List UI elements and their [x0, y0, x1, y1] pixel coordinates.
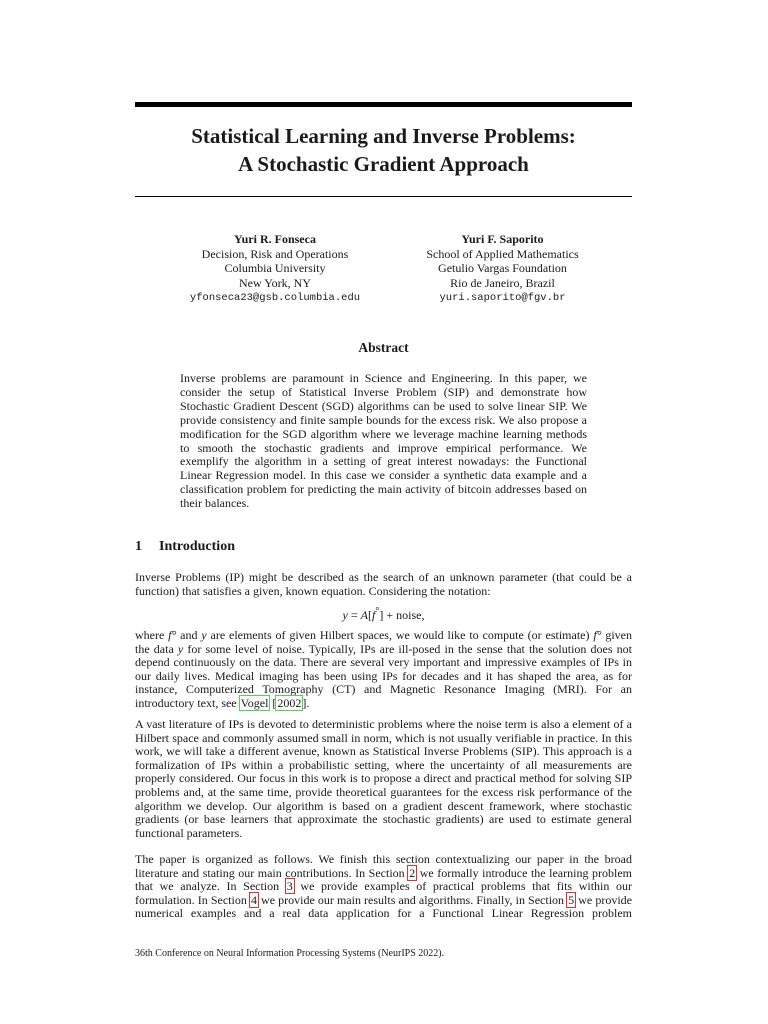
author-affiliation: School of Applied Mathematics [426, 246, 579, 261]
eq-plus-noise: + noise, [383, 608, 425, 622]
top-thick-rule [135, 102, 632, 107]
section-link-5[interactable]: 5 [568, 892, 575, 907]
title-line-1: Statistical Learning and Inverse Problems: [191, 124, 576, 148]
author-email: yfonseca23@gsb.columbia.edu [189, 292, 361, 305]
eq-circ: ° [375, 606, 380, 617]
author-location: Rio de Janeiro, Brazil [450, 275, 555, 290]
math-f-circ: f° [593, 628, 602, 642]
abstract-heading: Abstract [358, 340, 409, 355]
title-line-2: A Stochastic Gradient Approach [238, 152, 529, 176]
author-location: New York, NY [238, 275, 311, 290]
author-affiliation: Decision, Risk and Operations [201, 246, 349, 261]
text-run: we formally introduce the learning problem that we analyze. In Section [135, 865, 632, 894]
eq-equals: = [347, 608, 361, 622]
math-f-circ: f° [168, 628, 177, 642]
section-link-3[interactable]: 3 [286, 879, 293, 894]
section-link-2[interactable]: 2 [409, 865, 416, 880]
intro-paragraph-2: where f° and y are elements of given Hilbert spaces, we would like to compute (or estimate) f° given the data y for some level of noise. Typically, IPs are ill-posed in the sense that the solution does not depend continuously on the data. There are several very important and impressive examples of IPs in our daily lives. Medical imaging has been using IPs for decades and it has shaped the area, as for instance, Computerized Tomography (CT) and Magnetic Resonance Imaging (MRI). For an introductory text, see Vogel [2002]. [135, 628, 632, 710]
eq-f: f [372, 608, 376, 622]
text-run: we provide our main results and algorithms. Finally, in Section [257, 892, 568, 907]
abstract-text: Inverse problems are paramount in Science and Engineering. In this paper, we consider the setup of Statistical Inverse Problem (SIP) and demonstrate how Stochastic Gradient Descent (SGD) algorithms can be used to solve linear SIP. We provide consistency and finite sample bounds for the excess risk. We also propose a modification for the SGD algorithm where we leverage machine learning methods to smooth the stochastic gradients and improve empirical performance. We exemplify the algorithm in a setting of great interest nowadays: the Functional Linear Regression model. In this case we consider a synthetic data example and a classification problem for predicting the main activity of bitcoin addresses based on their balances. [180, 371, 587, 511]
author-name: Yuri F. Saporito [461, 232, 544, 246]
intro-paragraph-4 [135, 853, 632, 921]
author-name: Yuri R. Fonseca [234, 232, 316, 246]
intro-paragraph-1: Inverse Problems (IP) might be described as the search of an unknown parameter (that could be a function) that satisfies a given, known equation. Considering the notation: [135, 570, 632, 598]
text-run: we provide examples of practical problems that fits within our formulation. In Section [135, 879, 632, 907]
eq-y: y [342, 608, 348, 622]
math-y: y [201, 628, 207, 642]
citation-link-vogel[interactable]: Vogel [240, 695, 269, 710]
author-institution: Columbia University [224, 261, 326, 276]
section-heading-introduction [135, 539, 235, 555]
text-run: The paper is organized as follows. We finish this section contextualizing our paper in the broad literature and stating our main contributions. In Section [135, 852, 632, 880]
text-run: are elements of given Hilbert spaces, we would like to compute (or estimate) [206, 628, 594, 642]
math-y: y [177, 641, 184, 656]
text-run: for some level of noise. Typically, IPs are ill-posed in the sense that the solution does not depend continuously on the data. There are several very important and impressive examples of IPs in our daily lives. Medical imaging has been using IPs for decades and it has shaped the area, as for instance, Computerized Tomography (CT) and Magnetic Resonance Imaging (MRI). For an introductory text, see [135, 641, 632, 710]
author-institution: Getulio Vargas Foundation [438, 261, 567, 276]
abstract-body [180, 372, 587, 511]
text-run: given the data [135, 628, 632, 656]
author-block-fonseca [180, 232, 370, 306]
section-title: Introduction [159, 539, 235, 554]
text-run: . [306, 695, 310, 710]
paper-title [135, 122, 632, 178]
intro-paragraph-3: A vast literature of IPs is devoted to deterministic problems where the noise term is also a element of a Hilbert space and commonly assumed small in norm, which is not usually verifiable in practice. In this work, we will take a different avenue, known as Statistical Inverse Problems (SIP). This approach is a formalization of IPs within a probabilistic setting, where the uncertainty of all measurements are properly considered. Our focus in this work is to propose a direct and practical method for solving SIP problems and, at the same time, provide theoretical guarantees for the excess risk performance of the algorithm we develop. Our algorithm is based on a gradient descent framework, where stochastic gradients (or base learners that approximate the stochastic gradients) are used to estimate general functional parameters. [135, 717, 632, 840]
title-bottom-rule [135, 196, 632, 197]
text-run: where [135, 628, 169, 642]
author-block-saporito [405, 232, 600, 306]
text-run: we provide numerical examples and a real data application for a Functional Linear Regression problem [135, 892, 632, 921]
citation-link-year[interactable]: 2002 [277, 695, 302, 710]
conference-footnote: 36th Conference on Neural Information Processing Systems (NeurIPS 2022). [135, 948, 445, 959]
equation: y = A[f°] + noise, [342, 606, 425, 622]
section-number: 1 [135, 539, 142, 554]
section-link-4[interactable]: 4 [250, 892, 257, 907]
author-email: yuri.saporito@fgv.br [439, 292, 566, 305]
eq-A: A [360, 608, 368, 622]
text-run: and [176, 628, 202, 642]
